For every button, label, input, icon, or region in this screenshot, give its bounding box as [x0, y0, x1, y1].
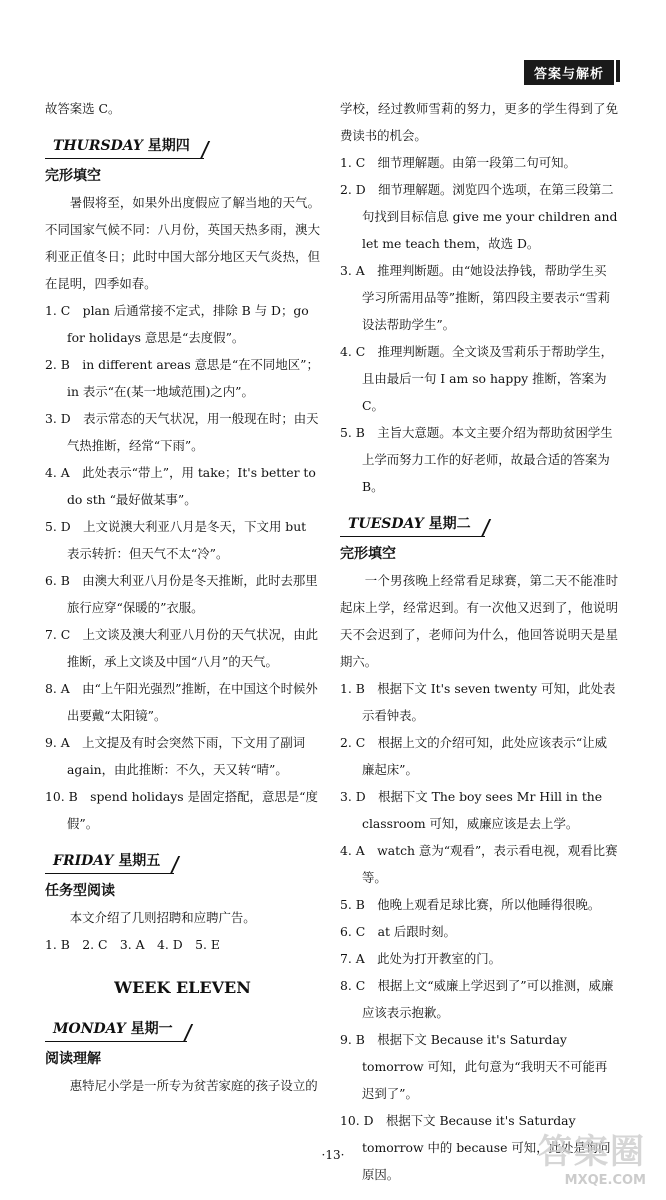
answer-item: 9. A 上文提及有时会突然下雨，下文用了副词 again，由此推断：不久，天又转“晴”。: [45, 735, 306, 777]
answer-item: 10. D 根据下文 Because it's Saturday tomorrow 中的 because 可知，此处是询问原因。: [340, 1113, 611, 1182]
answer-item: 3. A 推理判断题。由“她设法挣钱，帮助学生买学习所需用品等”推断，第四段主要表示“雪莉设法帮助学生”。: [340, 263, 611, 332]
section-title: 任务型阅读: [45, 883, 115, 899]
day-heading-tuesday: [340, 512, 485, 537]
answer-line: 1. B 2. C 3. A 4. D 5. E: [45, 937, 220, 952]
answer-item: 7. A 此处为打开教室的门。: [340, 951, 502, 966]
day-heading-thursday: [45, 134, 204, 159]
day-heading-monday: [45, 1017, 187, 1042]
answer-item: 2. D 细节理解题。浏览四个选项，在第三段第二句找到目标信息 give me your children and let me teach them，故选 D。: [340, 182, 618, 251]
day-en: FRIDAY: [53, 853, 114, 869]
day-en: THURSDAY: [53, 138, 143, 154]
answer-item: 1. C 细节理解题。由第一段第二句可知。: [340, 155, 576, 170]
answer-item: 3. D 表示常态的天气状况，用一般现在时；由天气热推断，经常“下雨”。: [45, 411, 319, 453]
answer-item: 4. A watch 意为“观看”，表示看电视，观看比赛等。: [340, 843, 618, 885]
answer-item: 10. B spend holidays 是固定搭配，意思是“度假”。: [45, 789, 318, 831]
answer-item: 4. A 此处表示“带上”，用 take；It's better to do sth “最好做某事”。: [45, 465, 316, 507]
answer-item: 1. B 根据下文 It's seven twenty 可知，此处表示看钟表。: [340, 681, 616, 723]
section-title: 完形填空: [340, 546, 396, 562]
header-badge: 答案与解析: [524, 60, 614, 85]
answer-item: 2. B in different areas 意思是“在不同地区”；in 表示“在(某一地域范围)之内”。: [45, 357, 319, 399]
right-column: [340, 95, 618, 1188]
answer-item: 5. D 上文说澳大利亚八月是冬天，下文用 but 表示转折：但天气不太“冷”。: [45, 519, 307, 561]
day-en: TUESDAY: [348, 516, 424, 532]
answer-item: 3. D 根据下文 The boy sees Mr Hill in the classroom 可知，威廉应该是去上学。: [340, 789, 603, 831]
answer-list-monday: [340, 149, 618, 500]
answer-item: 7. C 上文谈及澳大利亚八月份的天气状况，由此推断，承上文谈及中国“八月”的天气。: [45, 627, 319, 669]
answer-item: 4. C 推理判断题。全文谈及雪莉乐于帮助学生，且由最后一句 I am so happy 推断，答案为 C。: [340, 344, 614, 413]
day-zh: 星期二: [428, 516, 471, 532]
week-title: WEEK ELEVEN: [114, 978, 251, 997]
day-en: MONDAY: [53, 1021, 126, 1037]
answer-list-thursday: [45, 297, 320, 837]
answer-item: 9. B 根据下文 Because it's Saturday tomorrow 可知，此句意为“我明天不可能再迟到了”。: [340, 1032, 608, 1101]
day-zh: 星期四: [147, 138, 190, 154]
answer-item: 8. C 根据上文“威廉上学迟到了”可以推测，威廉应该表示抱歉。: [340, 978, 614, 1020]
watermark: [538, 1124, 646, 1188]
watermark-logo: 答案圈: [538, 1132, 646, 1172]
section-title: 完形填空: [45, 168, 101, 184]
passage-summary: 一个男孩晚上经常看足球赛，第二天不能准时起床上学，经常迟到。有一次他又迟到了，他说明天不会迟到了，老师问为什么，他回答说明天是星期六。: [340, 573, 618, 669]
header-bar: [616, 60, 620, 82]
passage-summary: 暑假将至，如果外出度假应了解当地的天气。不同国家气候不同：八月份，英国天热多雨，澳大利亚正值冬日；此时中国大部分地区天气炎热，但在昆明，四季如春。: [45, 195, 320, 291]
answer-item: 5. B 主旨大意题。本文主要介绍为帮助贫困学生上学而努力工作的好老师，故最合适的答案为 B。: [340, 425, 613, 494]
answer-item: 1. C plan 后通常接不定式，排除 B 与 D；go for holidays 意思是“去度假”。: [45, 303, 309, 345]
passage-summary: 本文介绍了几则招聘和应聘广告。: [69, 910, 256, 925]
answer-item: 6. C at 后跟时刻。: [340, 924, 456, 939]
answer-list-tuesday: [340, 675, 618, 1188]
page-number: ·13·: [321, 1148, 345, 1162]
passage-summary-continued: 学校，经过教师雪莉的努力，更多的学生得到了免费读书的机会。: [340, 101, 618, 143]
left-intro: 故答案选 C。: [45, 101, 121, 116]
day-heading-friday: [45, 849, 174, 874]
answer-item: 5. B 他晚上观看足球比赛，所以他睡得很晚。: [340, 897, 601, 912]
answer-item: 6. B 由澳大利亚八月份是冬天推断，此时去那里旅行应穿“保暖的”衣服。: [45, 573, 318, 615]
answer-item: 2. C 根据上文的介绍可知，此处应该表示“让威廉起床”。: [340, 735, 607, 777]
watermark-url: MXQE.COM: [564, 1173, 646, 1188]
answer-item: 8. A 由“上午阳光强烈”推断，在中国这个时候外出要戴“太阳镜”。: [45, 681, 318, 723]
section-title: 阅读理解: [45, 1051, 101, 1067]
day-zh: 星期一: [130, 1021, 173, 1037]
passage-summary: 惠特尼小学是一所专为贫苦家庭的孩子设立的: [69, 1078, 318, 1093]
day-zh: 星期五: [118, 853, 161, 869]
left-column: [45, 95, 320, 1099]
